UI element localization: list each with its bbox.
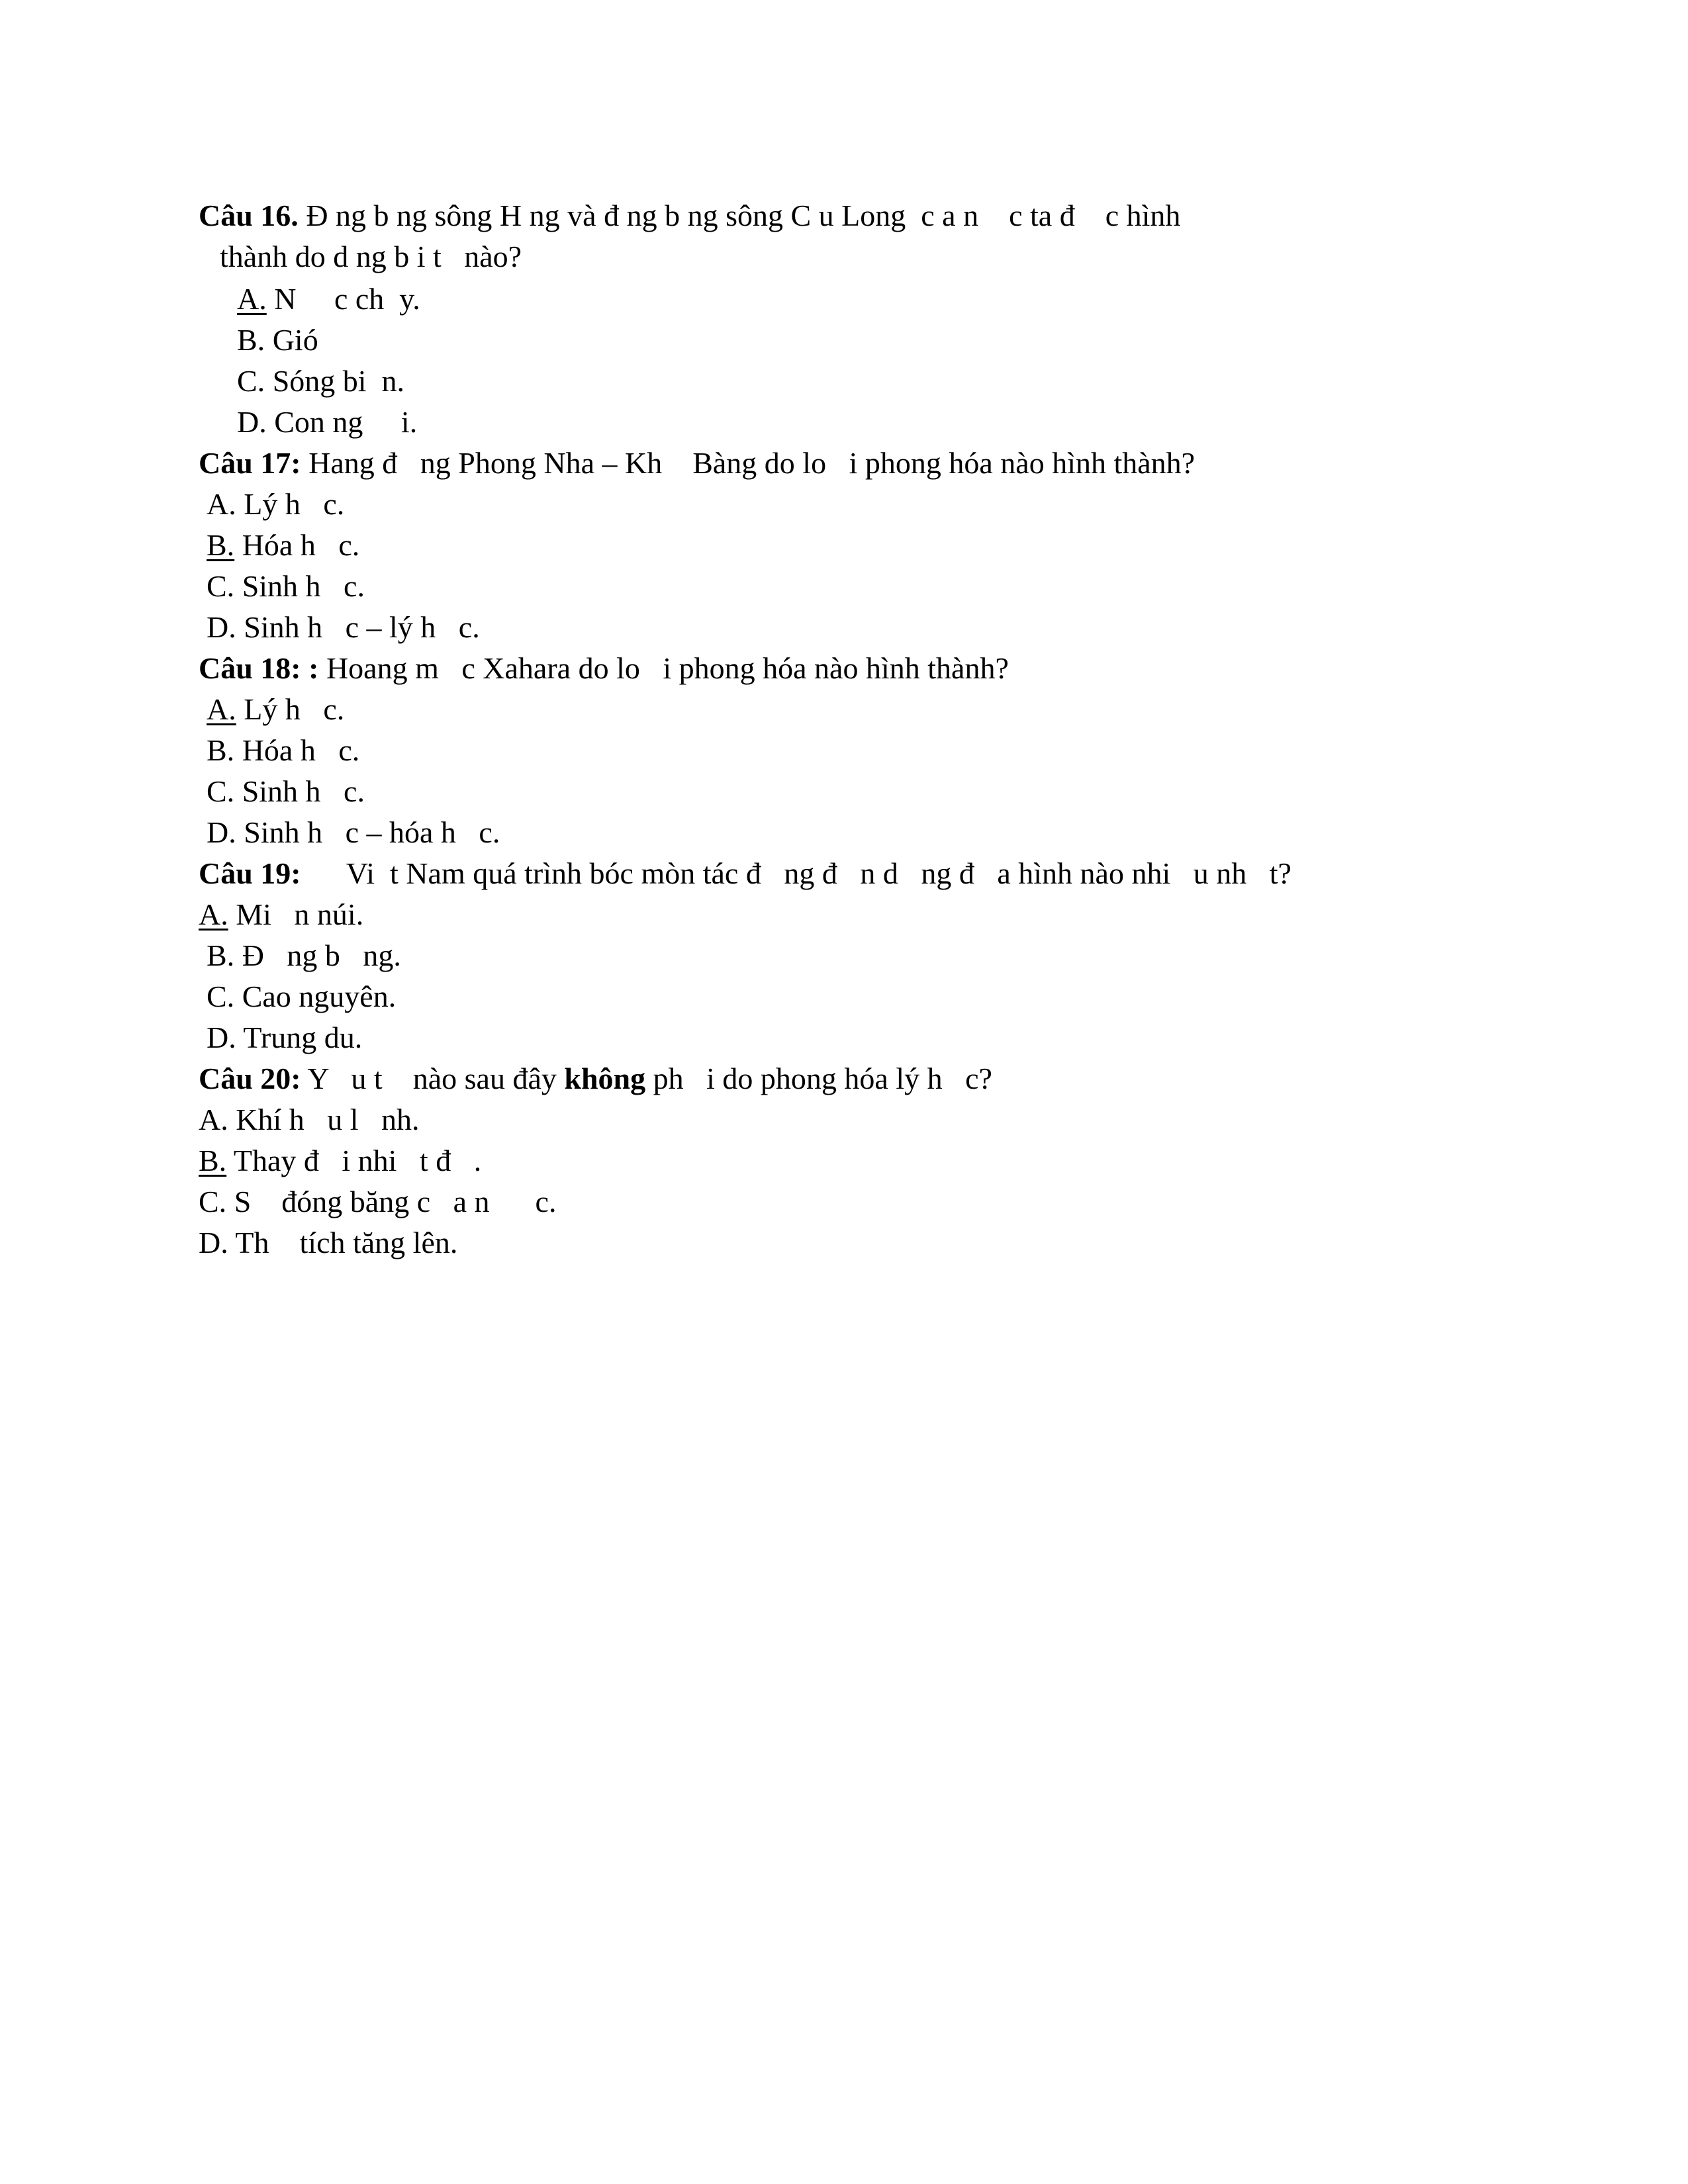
question-19-option-a: A. Mi n núi. <box>199 897 364 931</box>
question-20-label: Câu 20: <box>199 1062 301 1095</box>
question-17-option-d: D. Sinh h c – lý h c. <box>207 610 480 644</box>
question-17-label: Câu 17: <box>199 446 301 480</box>
question-16-label: Câu 16. <box>199 199 299 232</box>
question-20-option-d: D. Th tích tăng lên. <box>199 1226 458 1259</box>
question-19-option-d: D. Trung du. <box>207 1021 363 1054</box>
question-17-option-c: C. Sinh h c. <box>207 569 365 603</box>
question-19-stem: Câu 19: Vi t Nam quá trình bóc mòn tác đ ng đ n d ng đ a hình nào nhi u nh t? <box>199 856 1291 890</box>
question-16-option-a: A. N c ch y. <box>237 282 420 316</box>
question-18-label: Câu 18: : <box>199 651 319 685</box>
question-20-option-c: C. S đóng băng c a n c. <box>199 1185 557 1218</box>
question-19-label: Câu 19: <box>199 856 301 890</box>
question-16-option-d: D. Con ng i. <box>237 405 418 439</box>
question-17-option-b: B. Hóa h c. <box>207 528 360 562</box>
question-19-option-b: B. Đ ng b ng. <box>207 938 401 972</box>
question-17-option-a: A. Lý h c. <box>207 487 345 521</box>
question-18-option-b: B. Hóa h c. <box>207 733 360 767</box>
question-17-stem: Câu 17: Hang đ ng Phong Nha – Kh Bàng do lo i phong hóa nào hình thành? <box>199 446 1196 480</box>
question-18-option-d: D. Sinh h c – hóa h c. <box>207 815 500 849</box>
question-18-option-c: C. Sinh h c. <box>207 774 365 808</box>
question-20-option-a: A. Khí h u l nh. <box>199 1103 420 1136</box>
question-18-stem: Câu 18: : Hoang m c Xahara do lo i phong hóa nào hình thành? <box>199 651 1009 685</box>
emphasis-khong: không <box>564 1062 646 1095</box>
question-19-option-c: C. Cao nguyên. <box>207 979 397 1013</box>
question-18-option-a: A. Lý h c. <box>207 692 345 726</box>
question-16-option-c: C. Sóng bi n. <box>237 364 405 398</box>
question-16-stem-continued: thành do d ng b i t nào? <box>220 240 522 273</box>
question-16-stem: Câu 16. Đ ng b ng sông H ng và đ ng b ng sông C u Long c a n c ta đ c hình <box>199 199 1181 232</box>
question-20-stem: Câu 20: Y u t nào sau đây không ph i do phong hóa lý h c? <box>199 1062 992 1095</box>
question-16-option-b: B. Gió <box>237 323 318 357</box>
question-20-option-b: B. Thay đ i nhi t đ . <box>199 1144 482 1177</box>
